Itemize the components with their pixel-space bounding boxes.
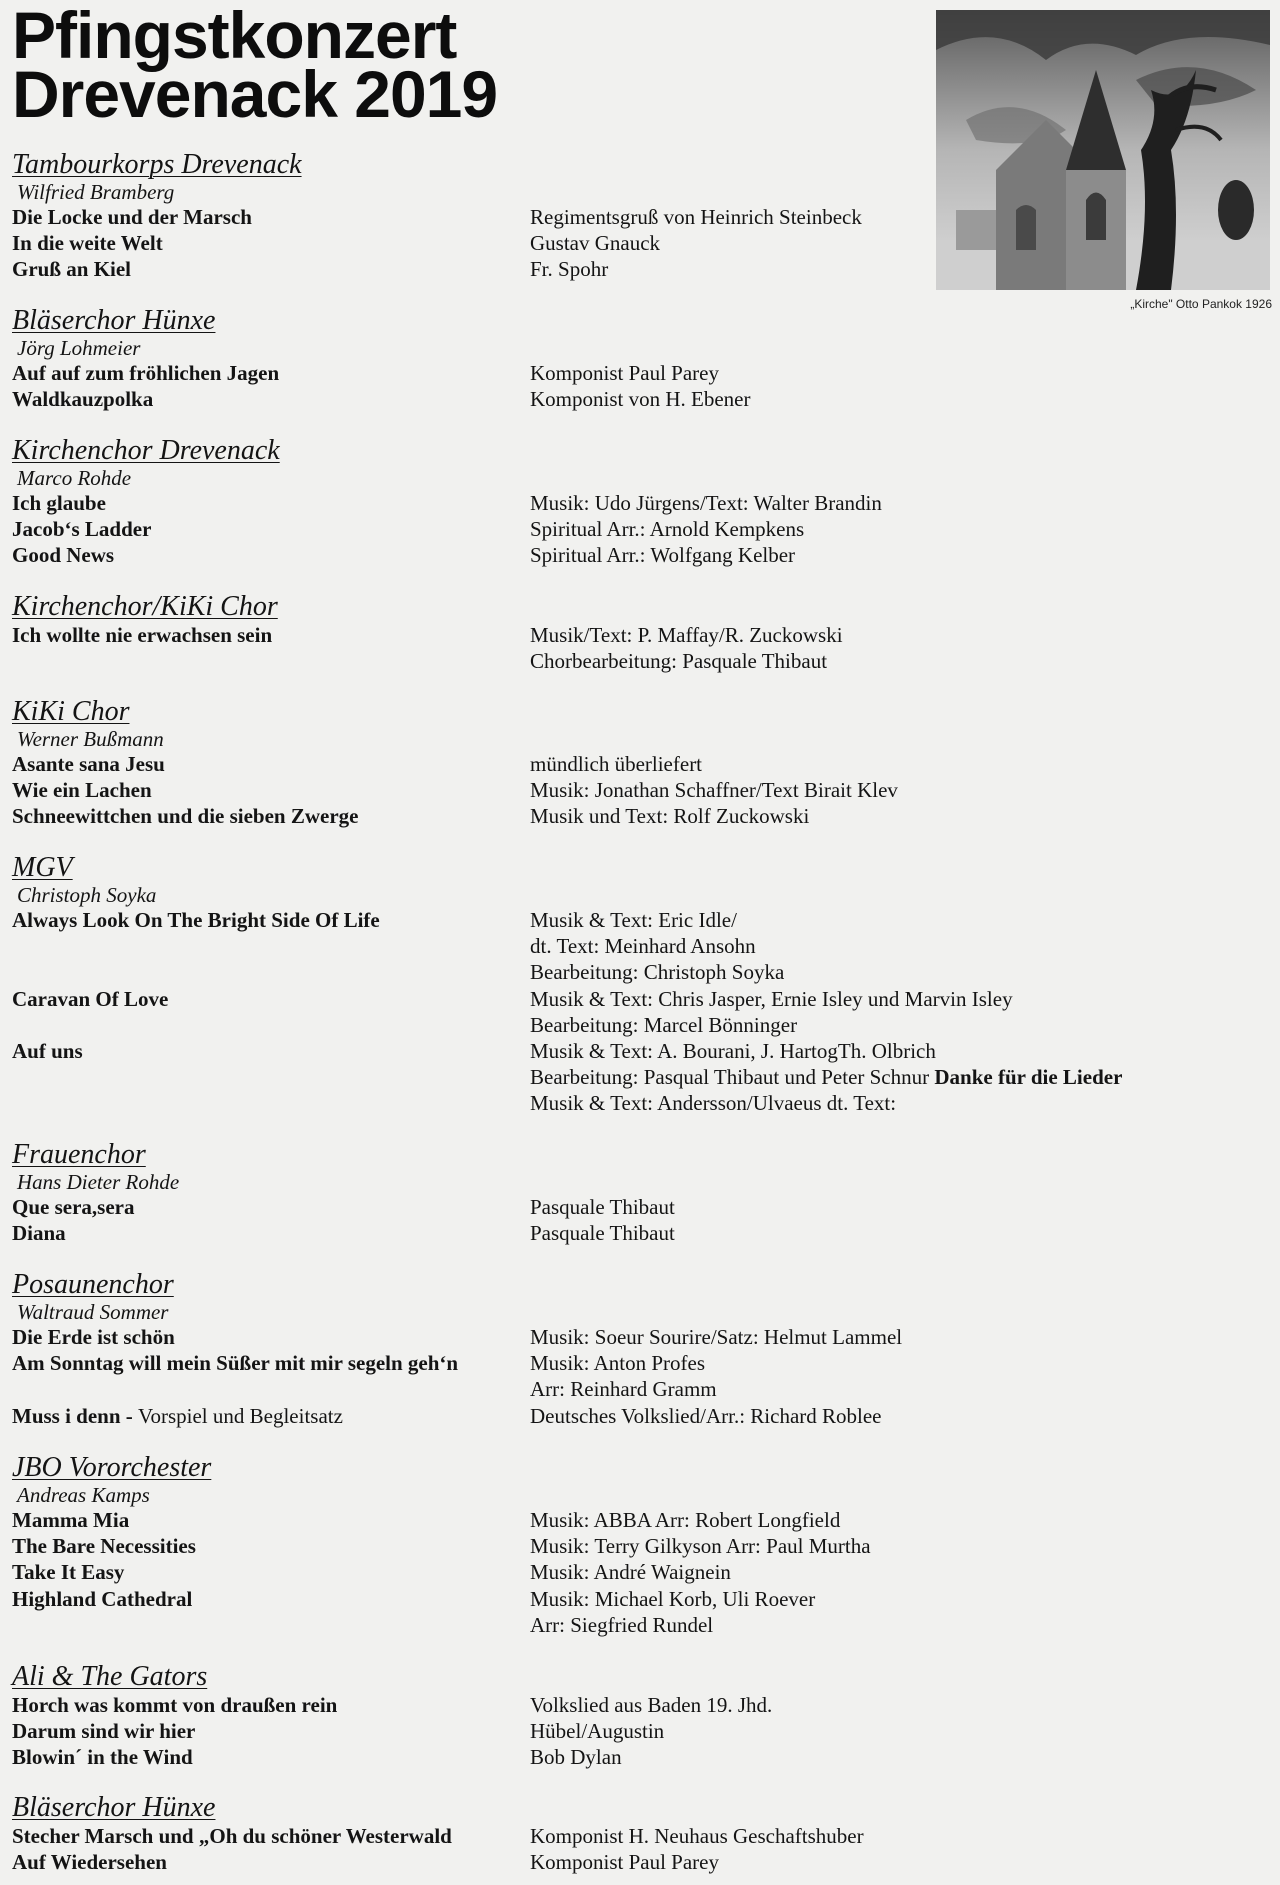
piece-info: Bearbeitung: Marcel Bönninger xyxy=(530,1012,798,1037)
program-row xyxy=(12,360,1262,386)
program-section xyxy=(12,853,1262,1117)
program-row xyxy=(12,542,1262,568)
program-row xyxy=(12,516,1262,542)
ensemble-name: Bläserchor Hünxe xyxy=(12,305,216,336)
piece-info: Spiritual Arr.: Arnold Kempkens xyxy=(530,517,805,542)
conductor-name: Waltraud Sommer xyxy=(17,1300,169,1324)
program-row xyxy=(12,204,1262,230)
conductor-name: Christoph Soyka xyxy=(17,883,157,907)
program-row xyxy=(12,1350,1262,1376)
piece-info: Chorbearbeitung: Pasquale Thibaut xyxy=(530,649,828,674)
piece-info-text: Bearbeitung: Pasqual Thibaut und Peter Schnur xyxy=(530,1065,930,1090)
piece-title: Auf auf zum fröhlichen Jagen xyxy=(12,361,280,385)
conductor-name: Werner Bußmann xyxy=(17,727,164,751)
ensemble-name: Bläserchor Hünxe xyxy=(12,1792,216,1823)
piece-title: Take It Easy xyxy=(12,1560,125,1585)
program-row xyxy=(12,1012,1262,1038)
conductor-name: Jörg Lohmeier xyxy=(17,336,141,360)
piece-title-inline: Danke für die Lieder xyxy=(929,1065,1123,1090)
piece-info: Arr: Siegfried Rundel xyxy=(530,1612,714,1637)
piece-info: Deutsches Volkslied/Arr.: Richard Roblee xyxy=(530,1403,882,1428)
program-section xyxy=(12,1662,1262,1771)
piece-info: Musik/Text: P. Maffay/R. Zuckowski xyxy=(530,623,843,647)
piece-info: Gustav Gnauck xyxy=(530,231,661,256)
conductor-name: Andreas Kamps xyxy=(17,1483,150,1507)
program-row xyxy=(12,777,1262,803)
piece-info xyxy=(530,1064,1122,1090)
piece-title: Horch was kommt von draußen rein xyxy=(12,1693,338,1717)
program-row xyxy=(12,1718,1262,1744)
piece-title: Ich glaube xyxy=(12,491,106,515)
piece-title: Die Erde ist schön xyxy=(12,1325,175,1349)
ensemble-name: MGV xyxy=(12,852,73,883)
piece-title: Am Sonntag will mein Süßer mit mir segeln geh‘n xyxy=(12,1351,459,1376)
piece-info: Bearbeitung: Christoph Soyka xyxy=(530,960,785,985)
program-row xyxy=(12,1507,1262,1533)
piece-title: Auf uns xyxy=(12,1038,83,1063)
ensemble-name: Tambourkorps Drevenack xyxy=(12,149,302,180)
piece-title: In die weite Welt xyxy=(12,231,163,256)
program-row xyxy=(12,1612,1262,1638)
program-row xyxy=(12,1533,1262,1559)
program-row xyxy=(12,648,1262,674)
program-title xyxy=(12,0,498,131)
piece-title: Jacob‘s Ladder xyxy=(12,517,152,542)
program-row xyxy=(12,1586,1262,1612)
program-section xyxy=(12,306,1262,412)
piece-info: Musik: ABBA Arr: Robert Longfield xyxy=(530,1508,841,1532)
piece-title: Ich wollte nie erwachsen sein xyxy=(12,623,273,647)
program-row xyxy=(12,256,1262,282)
piece-title-extra: Vorspiel und Begleitsatz xyxy=(138,1403,343,1428)
piece-info: Regimentsgruß von Heinrich Steinbeck xyxy=(530,205,862,229)
piece-info: Hübel/Augustin xyxy=(530,1719,665,1744)
conductor-name: Wilfried Bramberg xyxy=(17,180,175,204)
piece-title: Asante sana Jesu xyxy=(12,752,165,776)
program-row xyxy=(12,1403,1262,1429)
piece-info: Pasquale Thibaut xyxy=(530,1221,675,1246)
program-row xyxy=(12,230,1262,256)
program-row xyxy=(12,1692,1262,1718)
program-section xyxy=(12,436,1262,569)
piece-info: Fr. Spohr xyxy=(530,257,609,282)
conductor-name: Hans Dieter Rohde xyxy=(17,1170,180,1194)
piece-info: Musik und Text: Rolf Zuckowski xyxy=(530,804,810,829)
piece-title: Highland Cathedral xyxy=(12,1586,193,1611)
piece-info: Pasquale Thibaut xyxy=(530,1195,675,1219)
program-row xyxy=(12,803,1262,829)
piece-info: Musik & Text: A. Bourani, J. HartogTh. Olbrich xyxy=(530,1038,936,1063)
ensemble-name: JBO Vororchester xyxy=(12,1452,212,1483)
program-row xyxy=(12,751,1262,777)
piece-info: Arr: Reinhard Gramm xyxy=(530,1377,717,1402)
piece-info: Musik & Text: Andersson/Ulvaeus dt. Text: xyxy=(530,1091,897,1116)
piece-title: Auf Wiedersehen xyxy=(12,1850,167,1875)
piece-title: Mamma Mia xyxy=(12,1508,130,1532)
piece-title: Die Locke und der Marsch xyxy=(12,205,252,229)
program-row xyxy=(12,1324,1262,1350)
piece-title: Stecher Marsch und „Oh du schöner Westerwald xyxy=(12,1824,452,1848)
piece-title: Darum sind wir hier xyxy=(12,1719,196,1744)
ensemble-name: Posaunenchor xyxy=(12,1269,174,1300)
program-section xyxy=(12,1793,1262,1875)
piece-info: Spiritual Arr.: Wolfgang Kelber xyxy=(530,543,796,568)
program-row xyxy=(12,1220,1262,1246)
program-row xyxy=(12,490,1262,516)
program-section xyxy=(12,1140,1262,1246)
ensemble-name: KiKi Chor xyxy=(12,696,130,727)
piece-info: Musik: Jonathan Schaffner/Text Birait Klev xyxy=(530,778,898,803)
ensemble-name: Kirchenchor Drevenack xyxy=(12,435,280,466)
piece-info: Musik: Udo Jürgens/Text: Walter Brandin xyxy=(530,491,882,515)
program-row xyxy=(12,1559,1262,1585)
piece-info: Musik: Terry Gilkyson Arr: Paul Murtha xyxy=(530,1534,871,1559)
piece-info: Komponist von H. Ebener xyxy=(530,387,751,412)
piece-info: dt. Text: Meinhard Ansohn xyxy=(530,934,756,959)
program-row xyxy=(12,1038,1262,1064)
piece-title: Diana xyxy=(12,1221,66,1246)
piece-info: Volkslied aus Baden 19. Jhd. xyxy=(530,1693,773,1717)
program-row xyxy=(12,1064,1262,1090)
program-section xyxy=(12,1453,1262,1638)
piece-title: Waldkauzpolka xyxy=(12,387,154,412)
program-row xyxy=(12,986,1262,1012)
piece-info: Musik: Soeur Sourire/Satz: Helmut Lammel xyxy=(530,1325,903,1349)
program-row xyxy=(12,1376,1262,1402)
program-row xyxy=(12,622,1262,648)
program-row xyxy=(12,1090,1262,1116)
program-row xyxy=(12,933,1262,959)
piece-title: Wie ein Lachen xyxy=(12,778,152,803)
conductor-name: Marco Rohde xyxy=(17,466,132,490)
program-row xyxy=(12,1823,1262,1849)
program-row xyxy=(12,959,1262,985)
piece-info: Musik & Text: Chris Jasper, Ernie Isley und Marvin Isley xyxy=(530,986,1013,1011)
program-section xyxy=(12,1270,1262,1429)
piece-title: Schneewittchen und die sieben Zwerge xyxy=(12,804,359,829)
piece-info: Musik & Text: Eric Idle/ xyxy=(530,908,737,932)
piece-title-text: Muss i denn - xyxy=(12,1403,139,1428)
piece-title: The Bare Necessities xyxy=(12,1534,196,1559)
piece-info: Komponist H. Neuhaus Geschaftshuber xyxy=(530,1824,864,1848)
piece-title: Que sera,sera xyxy=(12,1195,135,1219)
program-section xyxy=(12,697,1262,830)
piece-title: Good News xyxy=(12,543,115,568)
piece-info: Bob Dylan xyxy=(530,1745,622,1770)
piece-info: Komponist Paul Parey xyxy=(530,361,719,385)
piece-title: Gruß an Kiel xyxy=(12,257,132,282)
program-section xyxy=(12,150,1262,283)
program-row xyxy=(12,1744,1262,1770)
piece-title: Blowin´ in the Wind xyxy=(12,1745,193,1770)
piece-title xyxy=(12,1403,343,1429)
program-section xyxy=(12,592,1262,674)
piece-info: Musik: Michael Korb, Uli Roever xyxy=(530,1586,816,1611)
piece-info: mündlich überliefert xyxy=(530,752,703,776)
piece-info: Musik: Anton Profes xyxy=(530,1351,706,1376)
program-title-line2: Drevenack 2019 xyxy=(12,57,498,131)
program-row xyxy=(12,386,1262,412)
piece-info: Musik: André Waignein xyxy=(530,1560,731,1585)
image-caption: „Kirche" Otto Pankok 1926 xyxy=(1130,297,1272,311)
program-row xyxy=(12,1194,1262,1220)
piece-title: Always Look On The Bright Side Of Life xyxy=(12,908,380,932)
ensemble-name: Frauenchor xyxy=(12,1139,146,1170)
piece-info: Komponist Paul Parey xyxy=(530,1850,719,1875)
piece-title: Caravan Of Love xyxy=(12,986,169,1011)
ensemble-name: Kirchenchor/KiKi Chor xyxy=(12,591,278,622)
program-title-line1: Pfingstkonzert xyxy=(12,0,457,72)
program-row xyxy=(12,907,1262,933)
program-row xyxy=(12,1849,1262,1875)
ensemble-name: Ali & The Gators xyxy=(12,1661,208,1692)
